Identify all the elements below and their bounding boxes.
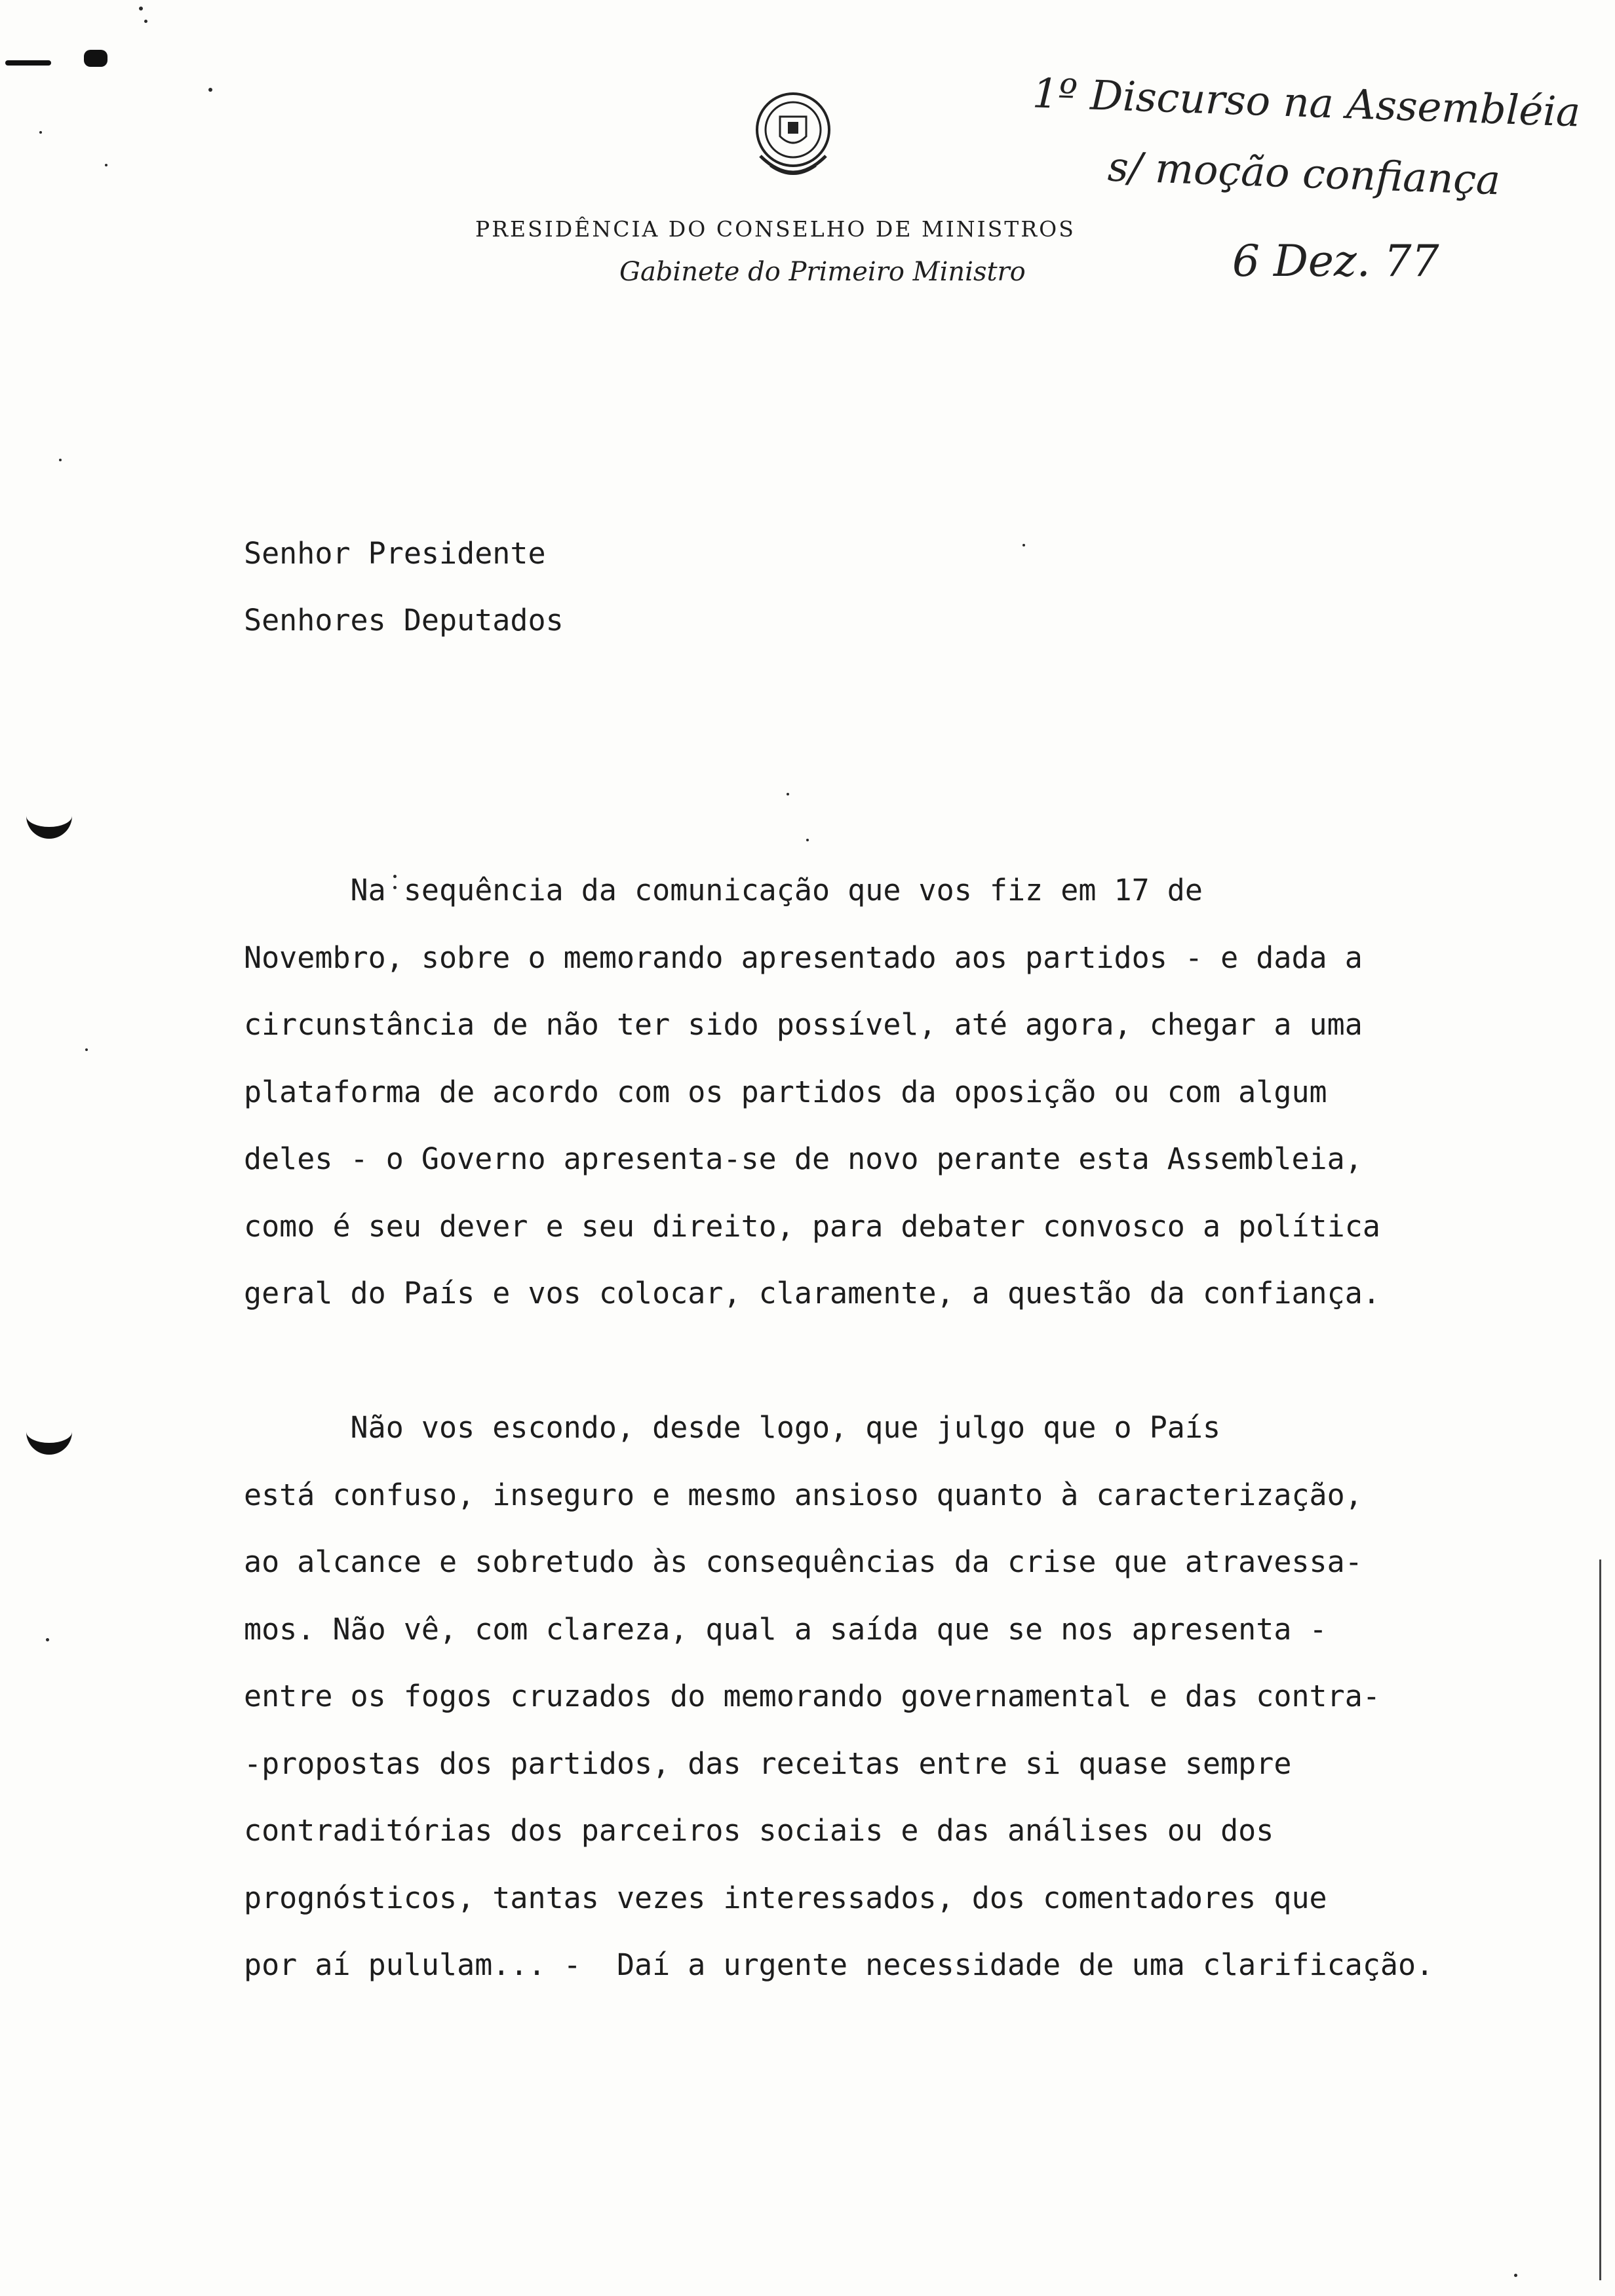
text-line: prognósticos, tantas vezes interessados, dos comentadores que — [244, 1880, 1327, 1915]
body-paragraph — [244, 857, 1548, 1328]
scan-speck — [208, 88, 212, 92]
text-line: mos. Não vê, com clareza, qual a saída que se nos apresenta - — [244, 1611, 1327, 1647]
scan-speck — [85, 1048, 88, 1051]
scan-speck — [1514, 2274, 1517, 2277]
text-line: Não vos escondo, desde logo, que julgo que o País — [244, 1410, 1221, 1445]
scan-speck — [806, 839, 809, 841]
letterhead-subtitle: Gabinete do Primeiro Ministro — [619, 257, 1026, 287]
text-line: está confuso, inseguro e mesmo ansioso quanto à caracterização, — [244, 1477, 1363, 1512]
scan-speck — [787, 793, 789, 795]
text-line: geral do País e vos colocar, claramente, a questão da confiança. — [244, 1276, 1380, 1311]
salutation-line-1: Senhor Presidente — [244, 536, 546, 571]
body-paragraph — [244, 1394, 1548, 1999]
scan-speck — [59, 459, 62, 461]
text-line: por aí pululam... - Daí a urgente necessidade de uma clarificação. — [244, 1947, 1434, 1982]
scan-mark — [5, 60, 51, 66]
handwritten-note-line-2: s/ moção confiança — [1106, 142, 1502, 204]
text-line: plataforma de acordo com os partidos da oposição ou com algum — [244, 1074, 1327, 1109]
text-line: contraditórias dos parceiros sociais e das análises ou dos — [244, 1813, 1274, 1848]
text-line: circunstância de não ter sido possível, até agora, chegar a uma — [244, 1007, 1363, 1042]
text-line: ao alcance e sobretudo às consequências da crise que atravessa- — [244, 1544, 1363, 1579]
text-line: deles - o Governo apresenta-se de novo perante esta Assembleia, — [244, 1141, 1363, 1176]
handwritten-date: 6 Dez. 77 — [1232, 236, 1439, 286]
scan-speck — [144, 20, 147, 23]
binder-hole-mark — [26, 1410, 72, 1455]
handwritten-note-line-1: 1º Discurso na Assembléia — [1031, 69, 1582, 136]
scan-speck — [1022, 544, 1025, 546]
scan-speck — [139, 7, 143, 10]
text-line: Novembro, sobre o memorando apresentado aos partidos - e dada a — [244, 940, 1363, 975]
scan-mark — [84, 50, 107, 67]
salutation-line-2: Senhores Deputados — [244, 603, 564, 638]
scan-speck — [105, 164, 107, 166]
text-line: como é seu dever e seu direito, para debater convosco a política — [244, 1208, 1380, 1244]
scan-edge-line — [1599, 1559, 1601, 2280]
letterhead-title: PRESIDÊNCIA DO CONSELHO DE MINISTROS — [475, 216, 1076, 242]
coat-of-arms-icon — [747, 84, 839, 195]
text-line: -propostas dos partidos, das receitas entre si quase sempre — [244, 1746, 1292, 1781]
scan-speck — [39, 131, 42, 134]
text-line: Na sequência da comunicação que vos fiz em 17 de — [244, 873, 1203, 908]
scan-speck — [46, 1638, 49, 1641]
text-line: entre os fogos cruzados do memorando governamental e das contra- — [244, 1679, 1380, 1713]
binder-hole-mark — [26, 794, 72, 839]
